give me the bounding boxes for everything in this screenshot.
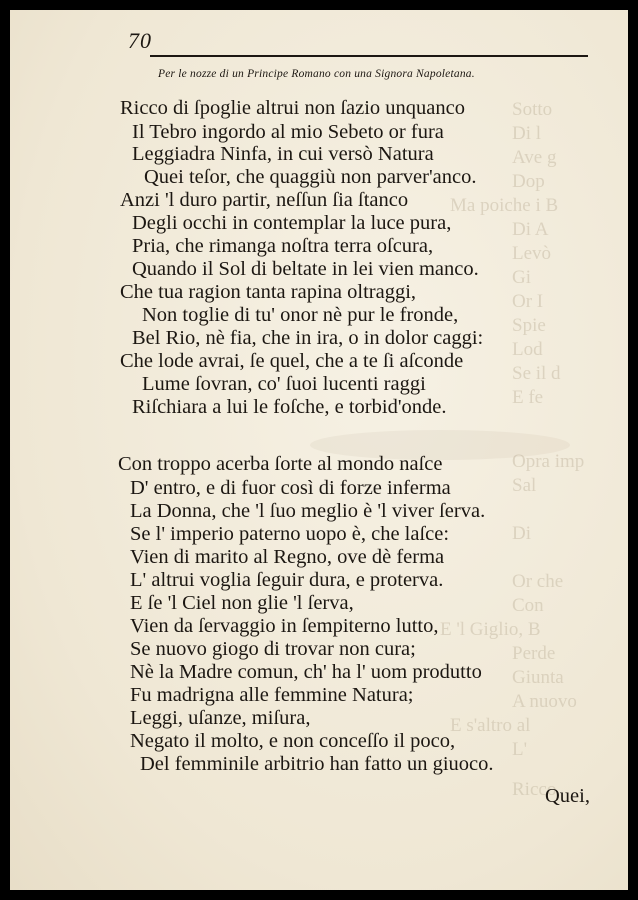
verse-line: Degli occhi in contemplar la luce pura,: [132, 212, 452, 234]
show-through-line: Di l: [512, 123, 542, 144]
verse-line: L' altrui voglia ſeguir dura, e proterva.: [130, 569, 444, 591]
show-through-line: Se il d: [512, 363, 561, 384]
show-through-line: Or I: [512, 291, 544, 312]
show-through-line: Sotto: [512, 99, 553, 120]
verse-line: Fu madrigna alle femmine Natura;: [130, 684, 414, 706]
show-through-line: E s'altro al: [450, 715, 531, 736]
show-through-line: Di: [512, 523, 531, 544]
page-number: 70: [128, 28, 152, 53]
header-rule: [150, 55, 588, 57]
show-through-line: Ma poiche i B: [450, 195, 559, 216]
verse-line: Leggi, uſanze, miſura,: [130, 707, 311, 729]
show-through-line: Gi: [512, 267, 531, 288]
verse-line: Ricco di ſpoglie altrui non ſazio unquanco: [120, 97, 465, 119]
show-through-line: Levò: [512, 243, 552, 264]
show-through-line: Di A: [512, 219, 549, 240]
verse-line: Nè la Madre comun, ch' ha l' uom produtto: [130, 661, 482, 683]
show-through-line: Ricco: [512, 779, 557, 800]
verse-line: Anzi 'l duro partir, neſſun ſia ſtanco: [120, 189, 409, 211]
verse-line: Con troppo acerba ſorte al mondo naſce: [118, 453, 443, 475]
show-through-line: E 'l Giglio, B: [440, 619, 541, 640]
show-through-line: Sal: [512, 475, 537, 496]
verse-line: E ſe 'l Ciel non glie 'l ſerva,: [130, 592, 354, 614]
verse-line: Bel Rio, nè fia, che in ira, o in dolor caggi:: [132, 327, 484, 349]
verse-line: Lume ſovran, co' ſuoi lucenti raggi: [142, 373, 426, 395]
verse-line: Il Tebro ingordo al mio Sebeto or fura: [132, 121, 444, 143]
show-through-line: L': [512, 739, 528, 760]
show-through-line: E fe: [512, 387, 544, 408]
poem-heading: Per le nozze di un Principe Romano con una Signora Napoletana.: [158, 68, 475, 80]
show-through-line: Opra imp: [512, 451, 585, 472]
show-through-line: Giunta: [512, 667, 564, 688]
verse-line: Riſchiara a lui le foſche, e torbid'onde.: [132, 396, 447, 418]
book-page: [10, 10, 628, 890]
verse-line: Non toglie di tu' onor nè pur le fronde,: [142, 304, 459, 326]
show-through-line: Dop: [512, 171, 545, 192]
verse-line: Quei teſor, che quaggiù non parver'anco.: [144, 166, 477, 188]
verse-line: Leggiadra Ninfa, in cui versò Natura: [132, 143, 434, 165]
verse-line: D' entro, e di fuor così di forze inferma: [130, 477, 451, 499]
show-through-line: Ave g: [512, 147, 557, 168]
catchword: Quei,: [545, 785, 590, 807]
verse-line: Pria, che rimanga noſtra terra oſcura,: [132, 235, 434, 257]
show-through-line: A nuovo: [512, 691, 577, 712]
verse-line: Che lode avrai, ſe quel, che a te ſi aſconde: [120, 350, 464, 372]
verse-line: Quando il Sol di beltate in lei vien manco.: [132, 258, 479, 280]
show-through-line: Lod: [512, 339, 543, 360]
verse-line: Vien da ſervaggio in ſempiterno lutto,: [130, 615, 439, 637]
verse-line: Vien di marito al Regno, ove dè ferma: [130, 546, 445, 568]
verse-line: La Donna, che 'l ſuo meglio è 'l viver ſerva.: [130, 500, 486, 522]
show-through-line: Or che: [512, 571, 564, 592]
verse-line: Negato il molto, e non conceſſo il poco,: [130, 730, 456, 752]
verse-line: Se l' imperio paterno uopo è, che laſce:: [130, 523, 450, 545]
verse-line: Se nuovo giogo di trovar non cura;: [130, 638, 416, 660]
verse-line: Del femminile arbitrio han fatto un giuoco.: [140, 753, 494, 775]
show-through-line: Con: [512, 595, 544, 616]
show-through-line: Spie: [512, 315, 546, 336]
show-through-line: Perde: [512, 643, 556, 664]
verse-line: Che tua ragion tanta rapina oltraggi,: [120, 281, 417, 303]
